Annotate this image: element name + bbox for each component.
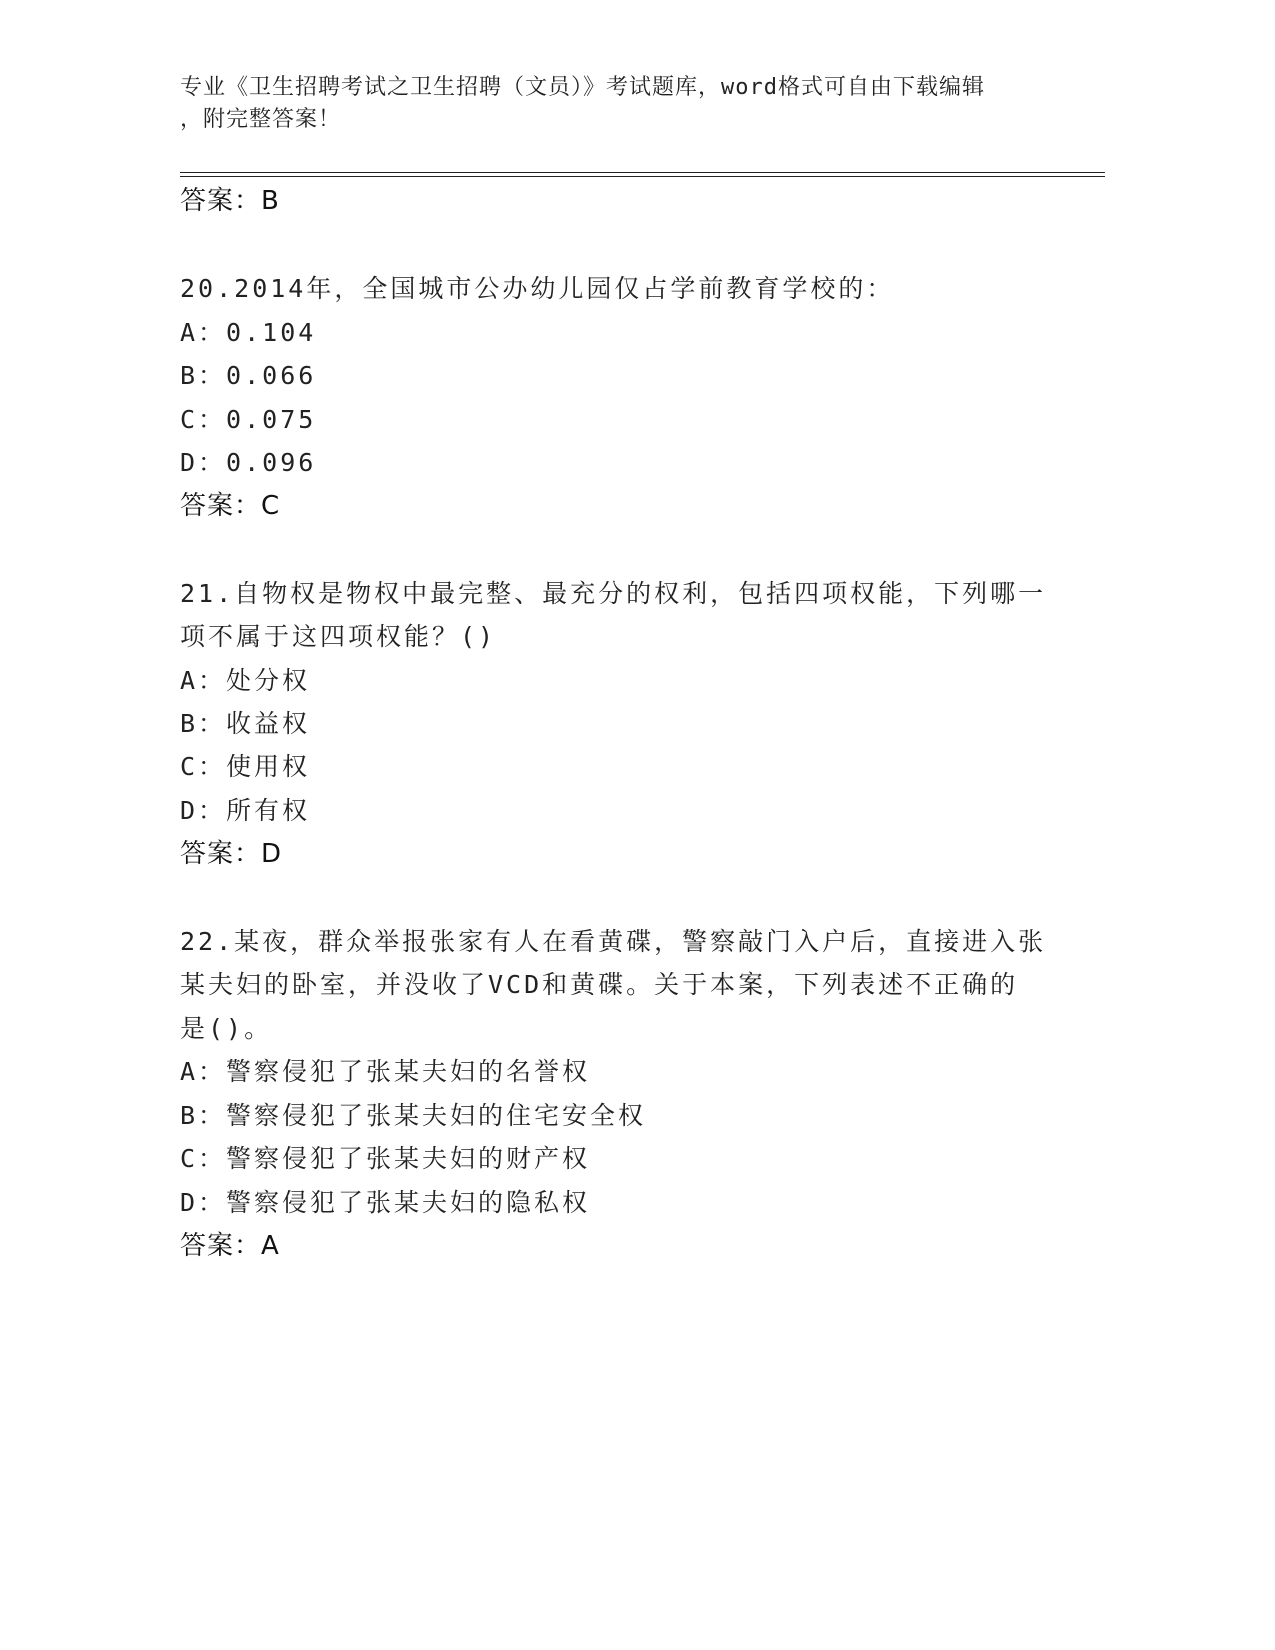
option-c: C：0.075: [180, 405, 317, 434]
option-a: A：警察侵犯了张某夫妇的名誉权: [180, 1057, 591, 1086]
answer: 答案：A: [180, 1231, 280, 1261]
question-text-line: 21.自物权是物权中最完整、最充分的权利，包括四项权能，下列哪一: [180, 579, 1047, 608]
option-d: D：警察侵犯了张某夫妇的隐私权: [180, 1188, 591, 1217]
question-text-line: 某夫妇的卧室，并没收了VCD和黄碟。关于本案，下列表述不正确的: [180, 970, 1019, 999]
question-text-line: 20.2014年，全国城市公办幼儿园仅占学前教育学校的：: [180, 274, 895, 303]
header-line-2: ，附完整答案！: [180, 107, 342, 132]
option-b: B：收益权: [180, 709, 311, 738]
previous-answer: 答案：B: [180, 186, 280, 216]
option-a: A：0.104: [180, 318, 317, 347]
question-text-line: 是()。: [180, 1014, 273, 1043]
document-header: [180, 72, 1050, 136]
option-d: D：0.096: [180, 448, 317, 477]
option-c: C：警察侵犯了张某夫妇的财产权: [180, 1144, 591, 1173]
question-text-line: 22.某夜，群众举报张家有人在看黄碟，警察敲门入户后，直接进入张: [180, 927, 1047, 956]
option-a: A：处分权: [180, 666, 311, 695]
answer: 答案：C: [180, 491, 281, 521]
question-text-line: 项不属于这四项权能？(): [180, 622, 497, 651]
option-b: B：0.066: [180, 361, 317, 390]
option-b: B：警察侵犯了张某夫妇的住宅安全权: [180, 1101, 647, 1130]
header-line-1: 专业《卫生招聘考试之卫生招聘（文员）》考试题库，word格式可自由下载编辑: [180, 75, 985, 100]
header-divider-top: [180, 172, 1105, 173]
option-d: D：所有权: [180, 796, 311, 825]
header-divider-bottom: [180, 176, 1105, 177]
option-c: C：使用权: [180, 752, 311, 781]
answer: 答案：D: [180, 839, 283, 869]
